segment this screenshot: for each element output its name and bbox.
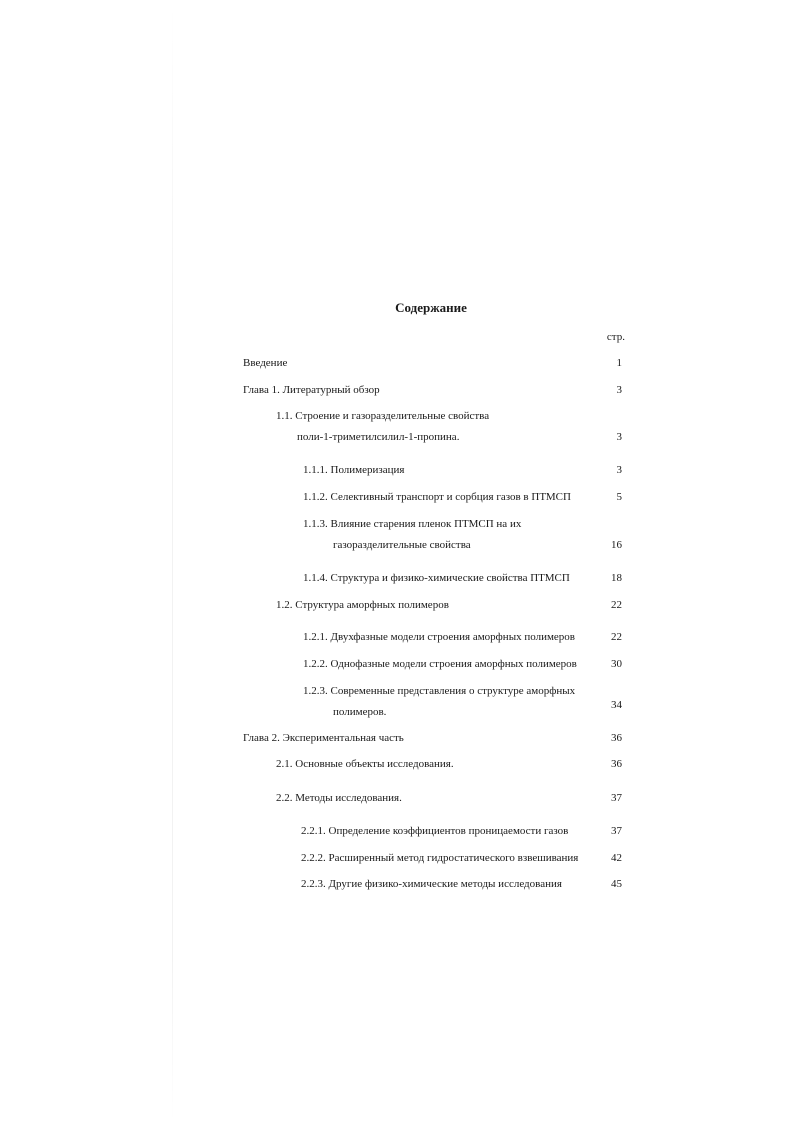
toc-entry-2-1: 2.1. Основные объекты исследования. [276, 758, 454, 770]
toc-entry-1-2-1: 1.2.1. Двухфазные модели строения аморфных полимеров [303, 631, 575, 643]
toc-entry-1-1-cont: поли-1-триметилсилил-1-пропина. [297, 431, 460, 443]
toc-entry-2-2: 2.2. Методы исследования. [276, 792, 402, 804]
toc-entry-chapter-1: Глава 1. Литературный обзор [243, 384, 380, 396]
toc-entry-2-2-2: 2.2.2. Расширенный метод гидростатического взвешивания [301, 852, 579, 864]
toc-page-number: 36 [611, 758, 622, 770]
toc-page-number: 34 [611, 699, 622, 711]
toc-entry-1-1: 1.1. Строение и газоразделительные свойства [276, 410, 490, 422]
toc-page-number: 22 [611, 599, 622, 611]
toc-page-number: 18 [611, 572, 622, 584]
toc-page-number: 3 [616, 464, 622, 476]
toc-entry-1-1-4: 1.1.4. Структура и физико-химические свойства ПТМСП [303, 572, 570, 584]
scan-shadow [172, 0, 173, 1124]
toc-entry-2-2-3: 2.2.3. Другие физико-химические методы исследования [301, 878, 562, 890]
toc-page-number: 37 [611, 825, 622, 837]
toc-page-number: 16 [611, 539, 622, 551]
toc-page-number: 22 [611, 631, 622, 643]
toc-page-number: 3 [616, 384, 622, 396]
toc-entry-1-2-3: 1.2.3. Современные представления о структуре аморфных [303, 685, 576, 697]
toc-entry-1-1-1: 1.1.1. Полимеризация [303, 464, 405, 476]
toc-entry-1-1-2: 1.1.2. Селективный транспорт и сорбция газов в ПТМСП [303, 491, 571, 503]
toc-entry-chapter-2: Глава 2. Экспериментальная часть [243, 732, 404, 744]
toc-page-number: 36 [611, 732, 622, 744]
toc-entry-1-1-3-cont: газоразделительные свойства [333, 539, 471, 551]
toc-page-number: 1 [616, 357, 622, 369]
page-title: Содержание [395, 300, 467, 315]
toc-entry-1-2: 1.2. Структура аморфных полимеров [276, 599, 449, 611]
toc-entry-2-2-1: 2.2.1. Определение коэффициентов проницаемости газов [301, 825, 569, 837]
toc-entry-1-2-2: 1.2.2. Однофазные модели строения аморфных полимеров [303, 658, 577, 670]
toc-page-number: 30 [611, 658, 622, 670]
toc-page-number: 45 [611, 878, 622, 890]
toc-page-number: 42 [611, 852, 622, 864]
page-column-label: стр. [606, 331, 625, 343]
toc-entry-1-1-3: 1.1.3. Влияние старения пленок ПТМСП на их [303, 518, 522, 530]
toc-entry-intro: Введение [243, 357, 288, 369]
toc-entry-1-2-3-cont: полимеров. [333, 706, 387, 718]
toc-page-number: 3 [616, 431, 622, 443]
toc-page-number: 5 [616, 491, 622, 503]
toc-page-number: 37 [611, 792, 622, 804]
